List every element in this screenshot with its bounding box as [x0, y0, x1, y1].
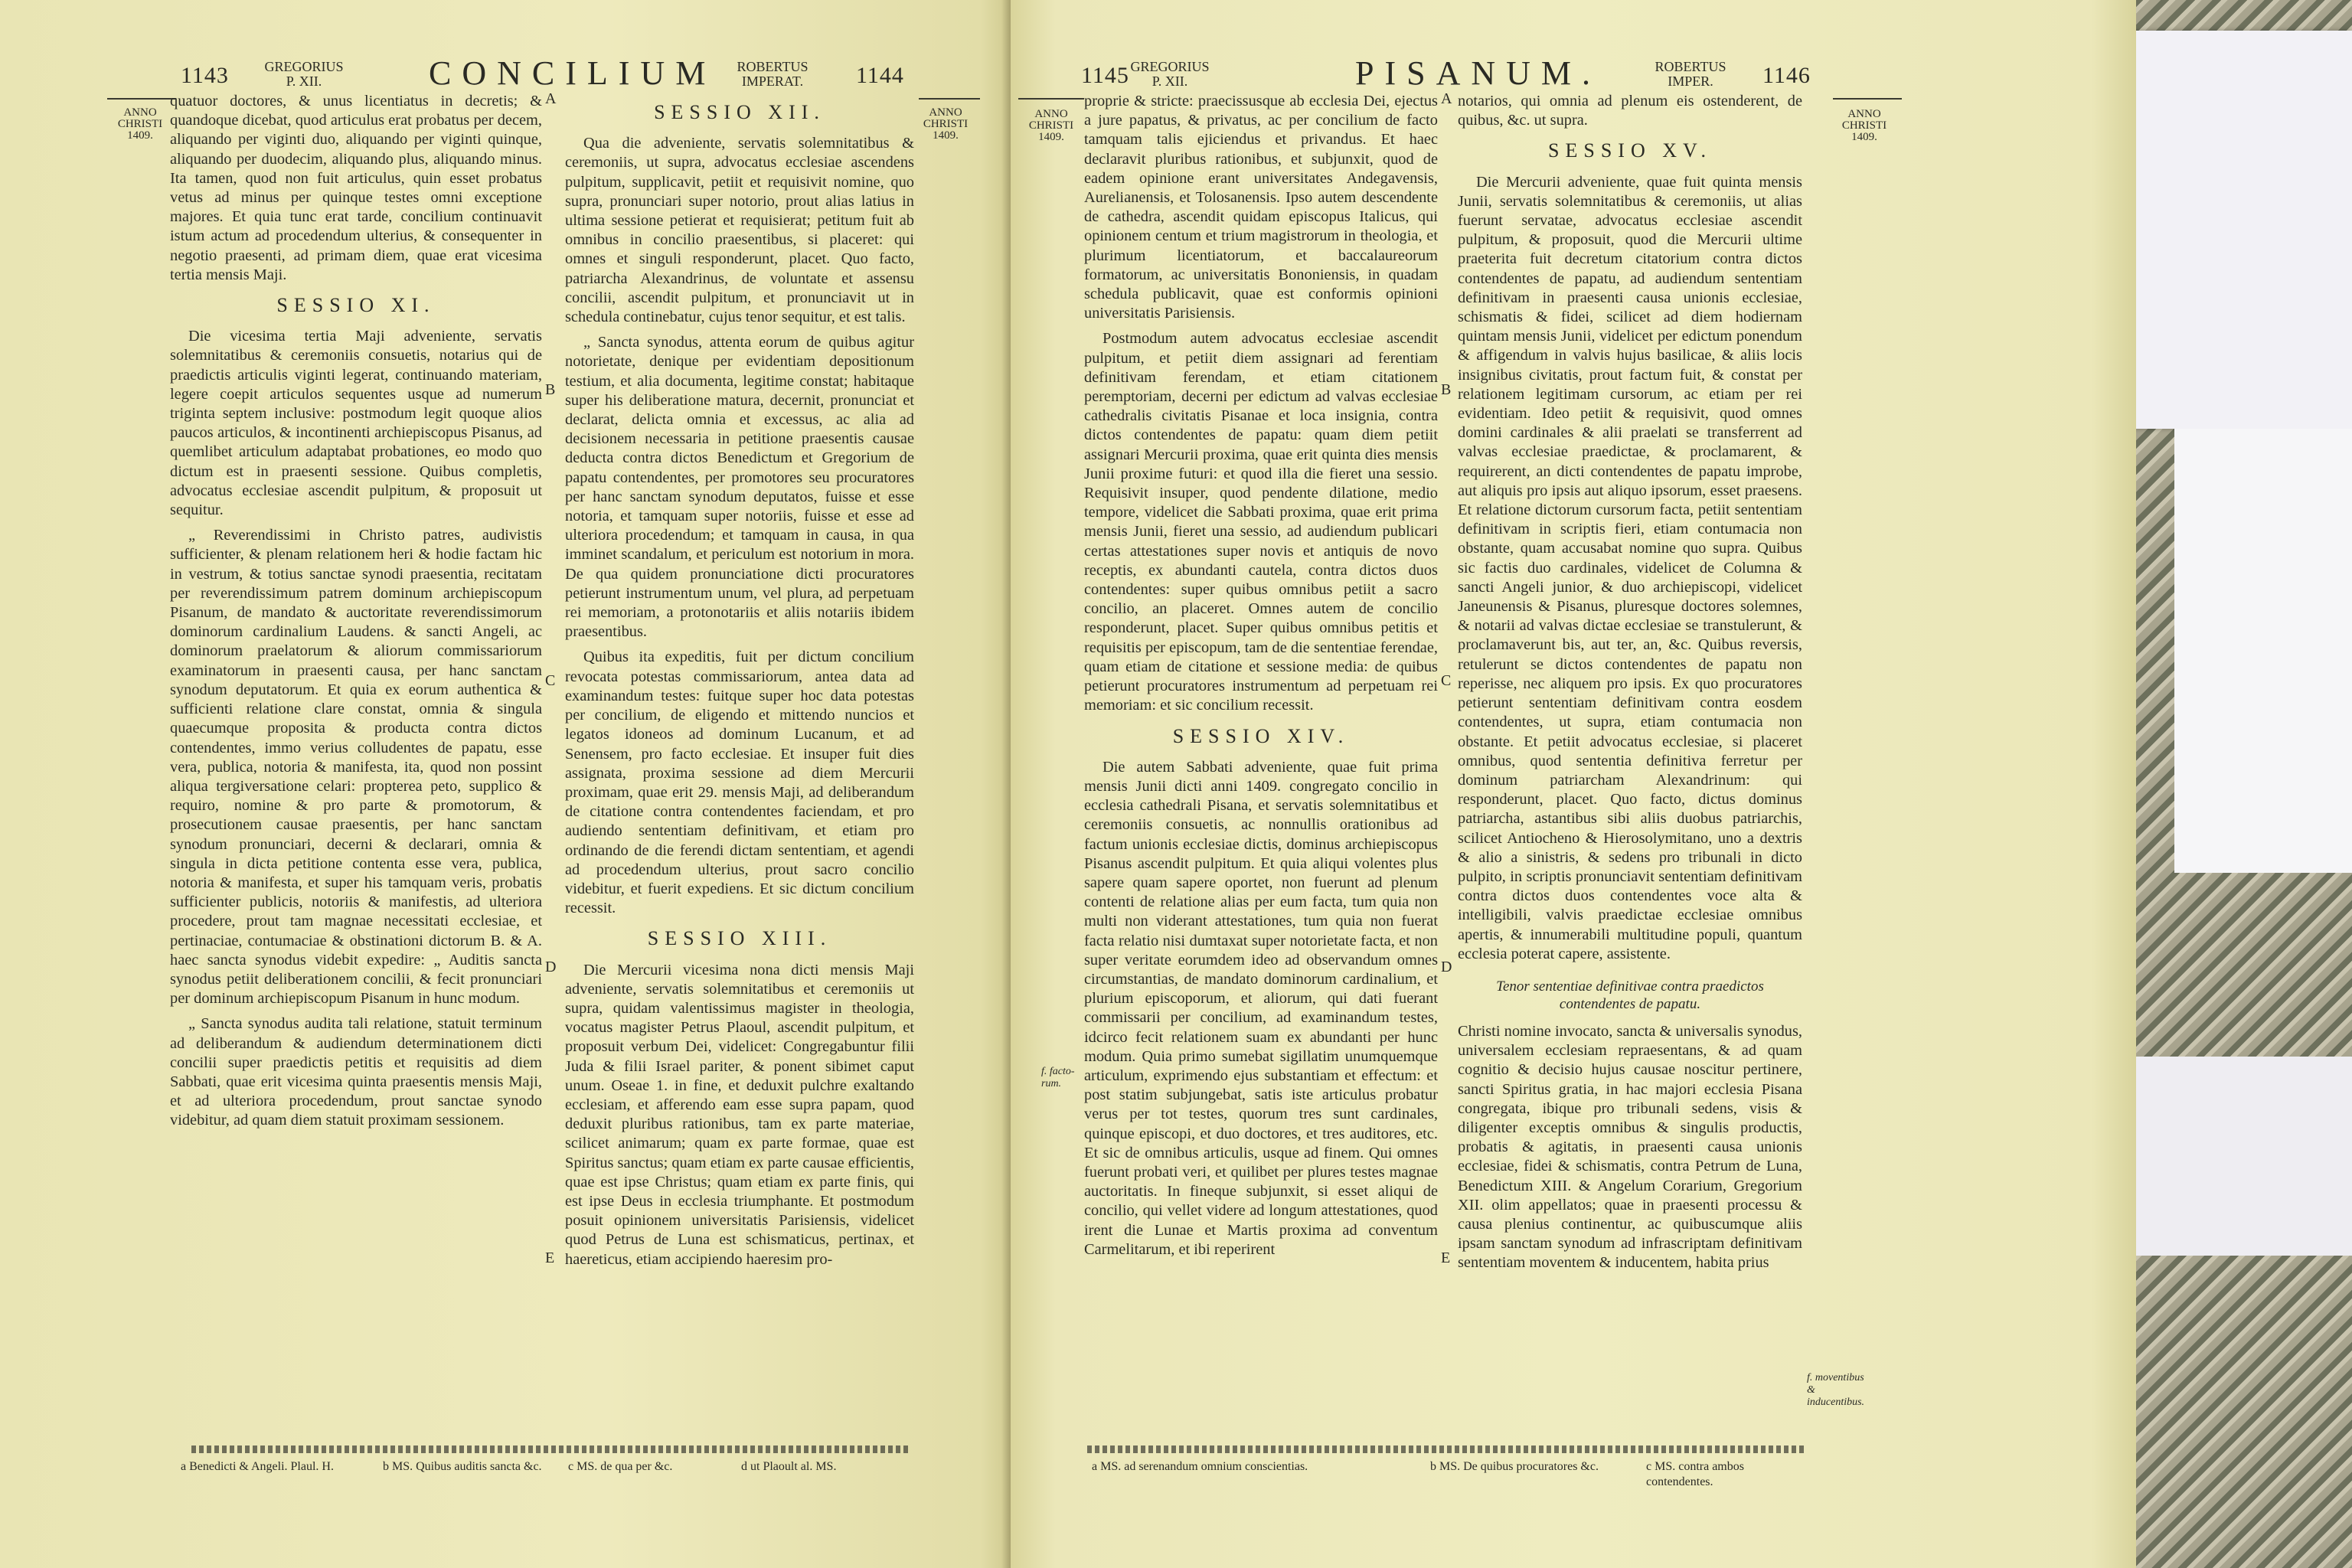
emperor-header: ROBERTUS IMPER.: [1655, 59, 1726, 89]
margin-note: f. facto-rum.: [1041, 1066, 1075, 1089]
loose-paper-sheet: [2128, 31, 2352, 429]
paragraph: Die Mercurii adveniente, quae fuit quinta mensis Junii, servatis solemnitatibus & ceremoniis, ut alias fuerunt servatae, advocatus ecclesiae ascendit pulpitum, & proposuit, quod die Mercurii ultime praeterita fuit decretum citatorium contra dictos contendentes de papatu, ad audiendum sententiam definitivam in praesenti causa unionis ecclesiae, schismatis & fidei, scilicet ad diem hodiernam quintam mensis Junii, videlicet per edictum ponendum & affigendum in valvis hujus basilicae, & aliis locis insignibus civitatis, prout factum fuit, & constat per relationem legitimam cursorum, ac etiam per rei evidentiam. Ideo petiit & requisivit, quod omnes domini cardinales & alii praelati se transferrent ad valvas ecclesiae praedictae, & proclamarent, & requirerent, an dicti contendentes de papatu improbe, aut aliquis pro ipsis aut aliquo ipsorum, esset praesens. Et relatione dictorum cursorum facta, petiit sententiam definitivam in scriptis fieri, etiam contumacia non obstante, quam accusabat nomine quo supra. Quibus sic factis duo cardinales, videlicet de Columna & sancti Angeli junior, & duo archiepiscopi, videlicet Janeunensis & Pisanus, pluresque doctores solemnes, & notarii ad valvas dictae ecclesiae se transtulerunt, & proclamaverunt bis, aut ter, an, &c. Quibus reversis, retulerunt se dictos contendentes de papatu non reperisse, nec aliquem pro ipsis. Ex quo procuratores petierunt sententiam definitivam contra eosdem contendentes, ut supra, etiam contumacia non obstante. Et petiit advocatus ecclesiae, si placeret omnibus, quod sententia definitiva ferretur per dominum patriarcham Alexandrinum: qui responderunt, placet. Quo facto, dictus dominus patriarcha, astantibus sibi aliis duobus patriarchis, scilicet Antiocheno & Hierosolymitano, uno a dextris & alio a sinistris, & sedens pro tribunali in dicto pulpito, in scriptis pronunciavit sententiam definitivam contra dictos duos contendentes voce alta & intelligibili, valvis praedictae ecclesiae omnibus apertis, & innumerabili multitudine populi, quantum ecclesia poterat capere, assistente.: [1458, 173, 1802, 962]
paragraph: quatuor doctores, & unus licentiatus in decretis; & quandoque dicebat, quod articulus erat probatus per decem, aliquando per viginti duo, aliquando per viginti quinque, aliquando per duodecim, aliquando plus, aliquando minus. Ita tamen, quod non fuit articulus, quin esset probatus vetus ad minus per quinque testes omni exceptione majores. Et quia tunc erat tarde, concilium continuavit istum actum ad procedendum ulterius, & consequenter in negotio praesenti, ad primam diem, quae erat vicesima tertia mensis Maji.: [170, 93, 542, 283]
sentence-title: Tenor sententiae definitivae contra praedictos contendentes de papatu.: [1496, 978, 1764, 1012]
footnote: d ut Plaoult al. MS.: [741, 1460, 837, 1473]
paragraph: „ Sancta synodus, attenta eorum de quibus agitur notorietate, denique per evidentiam depositionum testium, et alia documenta, legitime constat; habitaque super his deliberatione matura, decernit, pronunciat et declarat, delicta omnia et excessus, ac alia ad decisionem necessaria in petitione praesentis causae deducta contra dictos Benedictum et Gregorium de papatu contendentes, per promotores seu procuratores per hanc sanctam synodum deputatos, fuisse et esse notoria, et tamquam super notoriis, fuisse et esse ad ulteriora procedendum; et tamquam in causa, in qua imminet scandalum, et periculum est notorium in mora. De qua quidem pronunciatione dicti procuratores petierunt instrumentum unum, vel plura, ad perpetuam rei memoriam, a protonotariis et aliis notariis ibidem praesentibus.: [565, 334, 914, 641]
paragraph: proprie & stricte: praecissusque ab ecclesia Dei, ejectus a jure papatus, & privatus, ac per concilium de facto tamquam talis ejiciendus et privandus. Et haec declaravit pluribus rationibus, et subjunxit, quod de eadem opinione erant universitates Andegavensis, Aurelianensis, et Tolosanensis. Ipso autem descendente de cathedra, ascendit quidam episcopus Italicus, qui opinionem centum et trium magistrorum in theologia, et plurimum licentiatorum, et baccalaureorum formatorum, ac universitatis Bononiensis, in quadam schedula publicavit, quae est conformis opinioni universitatis Parisiensis.: [1084, 93, 1438, 322]
page-number: 1144: [856, 63, 904, 88]
page-number: 1146: [1762, 63, 1811, 88]
paragraph: Qua die adveniente, servatis solemnitatibus & ceremoniis, ut supra, advocatus ecclesiae ascendens pulpitum, supplicavit, petiit et requisivit nomine, quo supra, pronunciari super notorio, prout alias latius in ultima sessione petierat et requisierat; petitum fuit ab omnibus in concilio praesentibus, si placeret: qui omnes et singuli responderunt, placet. Quo facto, patriarcha Alexandrinus, de voluntate et assensu concilii, ascendit pulpitum, et pronunciavit ut in schedula continebatur, cujus tenor sequitur, et est talis.: [565, 135, 914, 326]
section-marker-e: E: [1441, 1250, 1451, 1266]
paragraph: notarios, qui omnia ad plenum eis ostenderent, de quibus, &c. ut supra.: [1458, 93, 1802, 129]
session-heading: SESSIO XV.: [1548, 139, 1712, 162]
text-column-1: [170, 92, 542, 1447]
anno-christi-margin: ANNO CHRISTI 1409.: [1028, 108, 1074, 143]
footnote: c MS. contra ambos contendentes.: [1646, 1460, 1744, 1488]
section-marker-d: D: [545, 959, 557, 975]
paragraph: „ Sancta synodus audita tali relatione, statuit terminum ad deliberandum & audiendum determinationem dicti concilii super praedictis petitis et requisitis ad diem Sabbati, quae erit vicesima quinta praesentis mensis Maji, et ad ulteriora procedendum, prout sanctae synodo videbitur, ad quam diem statuit proximam sessionem.: [170, 1015, 542, 1129]
paragraph: „ Reverendissimi in Christo patres, audivistis sufficienter, & plenam relationem heri & hodie factam hic in vestrum, & totius sanctae synodi praesentia, recitatam per reverendissimum patrem dominum archiepiscopum Pisanum, de mandato & auctoritate reverendissimorum dominorum cardinalium Laudens. & sancti Angeli, ac dominorum praelatorum & aliorum commissariorum examinatorum in praesenti causa, per hanc sanctam synodum deputatorum. Et quia ex eorum authentica & sufficienti relatione clare constat, omnia & singula quaecumque proposita & producta contra dictos contendentes, immo verius colludentes de papatu, esse vera, publica, notoria & manifesta, ita, quod non possint aliqua tergiversatione celari: propterea peto, supplico & requiro, nomine & pro parte & promotorum, & prosecutionem causae praesentis, per hanc sanctam synodum pronunciari, decerni & declarari, omnia & singula in dicta petitione contenta esse vera, publica, notoria & manifesta, et super his tamquam veris, probatis sufficienter publicis, notoriis & manifestis, ad ulteriora procedere, prout tam magnae necessitati ecclesiae, et pertinaciae, contumaciae & obstinationi dictorum B. & A. haec sancta synodus videbit expedire: „ Auditis sancta synodus petiit deliberationem concilii, & fecit pronunciari per dominum archiepiscopum Pisanum in hunc modum.: [170, 527, 542, 1008]
loose-paper-sheet: [2174, 429, 2352, 873]
header-rule: [1833, 98, 1902, 100]
right-book-page: [1011, 0, 2136, 1568]
paragraph: Christi nomine invocato, sancta & universalis synodus, universalem ecclesiam repraesentans, & ad quam cognitio & decisio hujus causae noscitur pertinere, sancti Spiritus gratia, in hac majori ecclesia Pisana congregata, ibique pro tribunali sedens, visis & diligenter exceptis omnibus & singulis productis, probatis & agitatis, in praesenti causa unionis ecclesiae, fidei & schismatis, contra Petrum de Luna, Benedictum XIII. & Angelum Corarium, Gregorium XII. olim appellatos; quae in praesenti processu & causa plenius continentur, ac quibuscumque aliis ipsam sanctam synodum ad infrascriptam definitivam sententiam moventem & inducentem, habita prius: [1458, 1022, 1802, 1272]
paragraph: Die Mercurii vicesima nona dicti mensis Maji adveniente, servatis solemnitatibus et ceremoniis ut supra, quidam valentissimus magister in theologia, vocatus magister Petrus Plaoul, ascendit pulpitum, et proposuit verbum Dei, videlicet: Congregabuntur filii Juda & filii Israel pariter, & ponent sibimet caput unum. Oseae 1. in fine, et deduxit pulchre exaltando ecclesiam, et afferendo eam esse supra papam, quod deduxit pluribus rationibus, tam ex parte materiae, scilicet animarum; quam ex parte formae, quae est Spiritus sanctus; quam etiam ex parte causae efficientis, quae est ipse Christus; quam etiam ex parte finis, qui est ipse Deus in ecclesia triumphante. Et postmodum posuit opinionem universitatis Parisiensis, videlicet quod Petrus de Luna est schismaticus, pertinax, et haereticus, etiam accipiendo haeresim pro-: [565, 961, 914, 1268]
paragraph: Quibus ita expeditis, fuit per dictum concilium revocata potestas commissariorum, antea data ad examinandum testes: fuitque super hoc data potestas per concilium, de eligendo et mittendo nuncios et legatos idoneos ad dominum Lucanum, et ad Senensem, pro facto ecclesiae. Et insuper fuit dies assignata, proxima sessione ad diem Mercurii proximam, quae erit 29. mensis Maji, ad deliberandum de citatione contra contendentes faciendam, et pro audiendo sententiam definitivam, et etiam pro ordinando de die ferendi dictam sententiam, et agendi ad procedendum ulterius, prout sacro concilio videbitur, et fuerit expediens. Et sic dictum concilium recessit.: [565, 648, 914, 917]
page-number: 1143: [181, 63, 229, 88]
header-rule: [1018, 98, 1084, 100]
footnote: a MS. ad serenandum omnium conscientias.: [1092, 1460, 1308, 1473]
footnote: a Benedicti & Angeli. Plaul. H.: [181, 1460, 334, 1473]
header-rule: [919, 98, 980, 100]
section-marker-b: B: [1441, 381, 1452, 398]
paragraph: Die autem Sabbati adveniente, quae fuit prima mensis Junii dicti anni 1409. congregato concilio in ecclesia cathedrali Pisana, et servatis solemnitatibus et ceremoniis consuetis, ac nonnullis orationibus ad factum unionis ecclesiae dictis, dominus archiepiscopus Pisanus ascendit pulpitum. Et quia aliqui volentes plus sapere quam sapere oportet, non fuerunt ad plenum contenti de relatione alias per eum facta, tum quia non multi non viderant attestationes, tum quia non fuerat facta relatio nisi dumtaxat super notorietate facta, et non super veritate eorumdem ideo ad observandum omnes circumstantias, de mandato dominorum cardinalium, et plurium episcoporum, et aliorum, qui dati fuerant commissarii per concilium, ad examinandum testes, idcirco fecit relationem suam ex abundanti per hunc modum. Quia primo sumebat sigillatim unumquemque articulum, exprimendo ejus substantiam et effectum: et post statim subjungebat, satis iste articulus probatur verus per tot testes, quorum tres sunt cardinales, quinque episcopi, et duo doctores, et tres auditores, etc. Et sic de omnibus articulis, usque ad finem. Qui omnes fuerunt probati veri, et quilibet per plures testes magnae auctoritatis. In fineque subjunxit, si esset aliqui de concilio, qui vellet videre ad longum attestationes, quod irent die Lunae et Martis proxima ad conventum Carmelitarum, et ibi reperirent: [1084, 758, 1438, 1258]
text-column-2: [565, 92, 914, 1447]
anno-christi-margin: ANNO CHRISTI 1409.: [117, 106, 163, 142]
text-column-2: [1458, 92, 1802, 1447]
running-title: PISANUM.: [1355, 54, 1602, 92]
session-heading: SESSIO XI.: [276, 294, 436, 317]
section-marker-a: A: [1441, 90, 1452, 107]
margin-note: f. moventibus & inducentibus.: [1807, 1372, 1865, 1408]
session-heading: SESSIO XIII.: [647, 927, 832, 950]
footnote-ornament-rule: [191, 1446, 911, 1453]
emperor-header: ROBERTUS IMPERAT.: [737, 59, 808, 89]
section-marker-d: D: [1441, 959, 1452, 975]
section-marker-c: C: [1441, 672, 1452, 689]
header-rule: [107, 98, 176, 100]
section-marker-c: C: [545, 672, 556, 689]
section-marker-e: E: [545, 1250, 555, 1266]
paragraph: Postmodum autem advocatus ecclesiae ascendit pulpitum, et petiit diem assignari ad ferentiam definitivam ferendam, et etiam citationem peremptoriam, decerni per edictum ad valvas ecclesiae cathedralis civitatis Pisanae et loca insignia, contra dictos contendentes de papatu: quam diem petiit assignari Mercurii proxima, quae erit quinta dies mensis Junii proxime futuri: et quod illa die fieret una sessio. Requisivit insuper, quod pendente dilatione, medio tempore, videlicet die Sabbati proxima, quae erit prima mensis Junii, fieret una sessio, ad audiendum publicari certas attestationes super novis et antiquis de novo receptis, ex abundanti cautela, contra dictos duos contendentes: super quibus omnibus petiit a sacro concilio, an placeret. Omnes autem de concilio responderunt, placet. Super quibus omnibus petitis et requisitis per episcopum, tam de die sententiae ferendae, quam etiam de citatione et sessione media: de quibus petierunt procuratores instrumentum ad perpetuam rei memoriam: et sic concilium recessit.: [1084, 330, 1438, 714]
session-heading: SESSIO XIV.: [1172, 724, 1350, 747]
section-marker-b: B: [545, 381, 556, 398]
footnote-ornament-rule: [1087, 1446, 1807, 1453]
footnote: b MS. De quibus procuratores &c.: [1430, 1460, 1599, 1473]
anno-christi-margin: ANNO CHRISTI 1409.: [923, 106, 969, 142]
page-number: 1145: [1081, 63, 1129, 88]
footnote: b MS. Quibus auditis sancta &c.: [383, 1460, 542, 1473]
pope-header: GREGORIUS P. XII.: [264, 59, 344, 89]
text-column-1: [1084, 92, 1438, 1447]
paragraph: Die vicesima tertia Maji adveniente, servatis solemnitatibus & ceremoniis consuetis, notarius qui de praedictis articulis viginti legerat, continuando materiam, legere coepit articulos sequentes usque ad numerum triginta septem inclusive: postmodum legit quoque alios paucos articulos, & incontinenti archiepiscopus Pisanus, ad quemlibet articulum adaptabat probationes, eo modo quo dictum est in praesenti sessione. Quibus completis, advocatus ecclesiae ascendit pulpitum, & proposuit ut sequitur.: [170, 328, 542, 519]
section-marker-a: A: [545, 90, 557, 107]
loose-paper-sheet: [2121, 1057, 2352, 1256]
footnote: c MS. de qua per &c.: [568, 1460, 673, 1473]
pope-header: GREGORIUS P. XII.: [1130, 59, 1210, 89]
anno-christi-margin: ANNO CHRISTI 1409.: [1841, 108, 1887, 143]
running-title: CONCILIUM: [429, 54, 717, 92]
left-book-page: [0, 0, 1011, 1568]
session-heading: SESSIO XII.: [654, 101, 825, 123]
